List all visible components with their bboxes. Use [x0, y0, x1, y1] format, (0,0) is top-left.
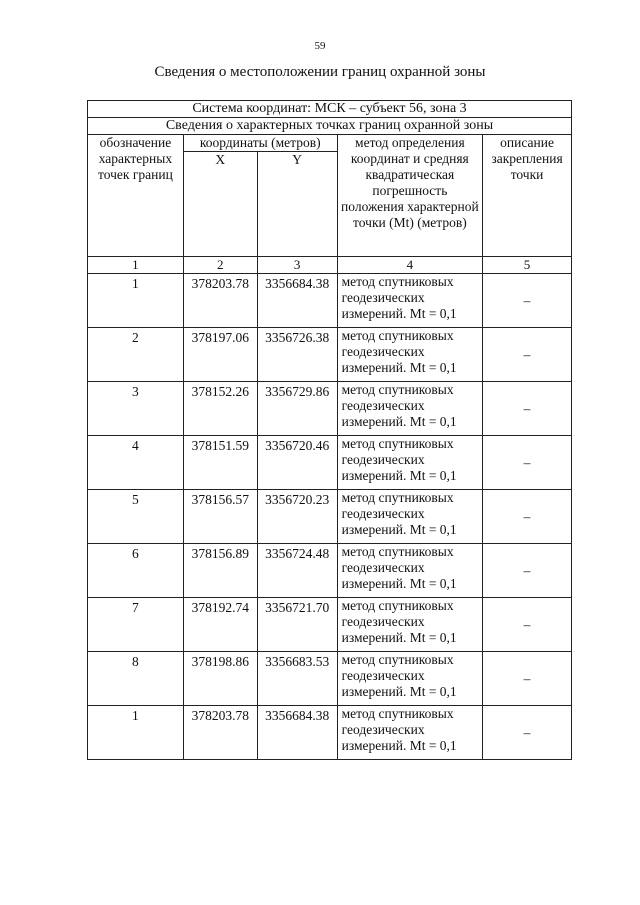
column-number: 1 [88, 257, 184, 274]
point-id-cell: 7 [88, 598, 184, 652]
point-id-cell: 2 [88, 328, 184, 382]
x-coordinate-cell: 378152.26 [183, 382, 257, 436]
point-id-cell: 6 [88, 544, 184, 598]
table-row [88, 490, 572, 544]
section-caption: Сведения о характерных точках границ охранной зоны [88, 118, 572, 135]
y-coordinate-cell: 3356684.38 [257, 706, 337, 760]
description-cell: – [483, 652, 572, 706]
table-row [88, 274, 572, 328]
y-coordinate-cell: 3356720.23 [257, 490, 337, 544]
method-cell: метод спутниковых геодезических измерений. Mt = 0,1 [337, 490, 482, 544]
header-y: Y [257, 152, 337, 257]
header-description: описание закрепления точки [483, 135, 572, 257]
header-method: метод определения координат и средняя квадратическая погрешность положения характерной точки (Mt) (метров) [337, 135, 482, 257]
table-row [88, 328, 572, 382]
header-coordinates: координаты (метров) [183, 135, 337, 152]
column-number: 2 [183, 257, 257, 274]
description-cell: – [483, 274, 572, 328]
y-coordinate-cell: 3356726.38 [257, 328, 337, 382]
y-coordinate-cell: 3356684.38 [257, 274, 337, 328]
x-coordinate-cell: 378192.74 [183, 598, 257, 652]
x-coordinate-cell: 378151.59 [183, 436, 257, 490]
point-id-cell: 8 [88, 652, 184, 706]
table-row [88, 382, 572, 436]
x-coordinate-cell: 378197.06 [183, 328, 257, 382]
point-id-cell: 3 [88, 382, 184, 436]
table-row [88, 706, 572, 760]
x-coordinate-cell: 378203.78 [183, 274, 257, 328]
y-coordinate-cell: 3356729.86 [257, 382, 337, 436]
table-row [88, 436, 572, 490]
description-cell: – [483, 436, 572, 490]
x-coordinate-cell: 378198.86 [183, 652, 257, 706]
y-coordinate-cell: 3356720.46 [257, 436, 337, 490]
method-cell: метод спутниковых геодезических измерений. Mt = 0,1 [337, 328, 482, 382]
page-number: 59 [314, 40, 326, 52]
x-coordinate-cell: 378156.89 [183, 544, 257, 598]
column-number: 5 [483, 257, 572, 274]
method-cell: метод спутниковых геодезических измерений. Mt = 0,1 [337, 274, 482, 328]
point-id-cell: 5 [88, 490, 184, 544]
table-row [88, 652, 572, 706]
description-cell: – [483, 544, 572, 598]
description-cell: – [483, 598, 572, 652]
y-coordinate-cell: 3356721.70 [257, 598, 337, 652]
table-row [88, 544, 572, 598]
header-point-designation: обозначение характерных точек границ [88, 135, 184, 257]
x-coordinate-cell: 378203.78 [183, 706, 257, 760]
column-number: 3 [257, 257, 337, 274]
coord-system-caption: Система координат: МСК – субъект 56, зона 3 [88, 101, 572, 118]
method-cell: метод спутниковых геодезических измерений. Mt = 0,1 [337, 706, 482, 760]
method-cell: метод спутниковых геодезических измерений. Mt = 0,1 [337, 652, 482, 706]
method-cell: метод спутниковых геодезических измерений. Mt = 0,1 [337, 598, 482, 652]
table-row [88, 598, 572, 652]
description-cell: – [483, 706, 572, 760]
y-coordinate-cell: 3356724.48 [257, 544, 337, 598]
boundary-points-table [87, 100, 572, 760]
x-coordinate-cell: 378156.57 [183, 490, 257, 544]
description-cell: – [483, 382, 572, 436]
point-id-cell: 1 [88, 274, 184, 328]
point-id-cell: 4 [88, 436, 184, 490]
y-coordinate-cell: 3356683.53 [257, 652, 337, 706]
document-title: Сведения о местоположении границ охранной зоны [154, 64, 486, 80]
column-number: 4 [337, 257, 482, 274]
point-id-cell: 1 [88, 706, 184, 760]
header-x: X [183, 152, 257, 257]
method-cell: метод спутниковых геодезических измерений. Mt = 0,1 [337, 544, 482, 598]
method-cell: метод спутниковых геодезических измерений. Mt = 0,1 [337, 436, 482, 490]
description-cell: – [483, 490, 572, 544]
method-cell: метод спутниковых геодезических измерений. Mt = 0,1 [337, 382, 482, 436]
description-cell: – [483, 328, 572, 382]
